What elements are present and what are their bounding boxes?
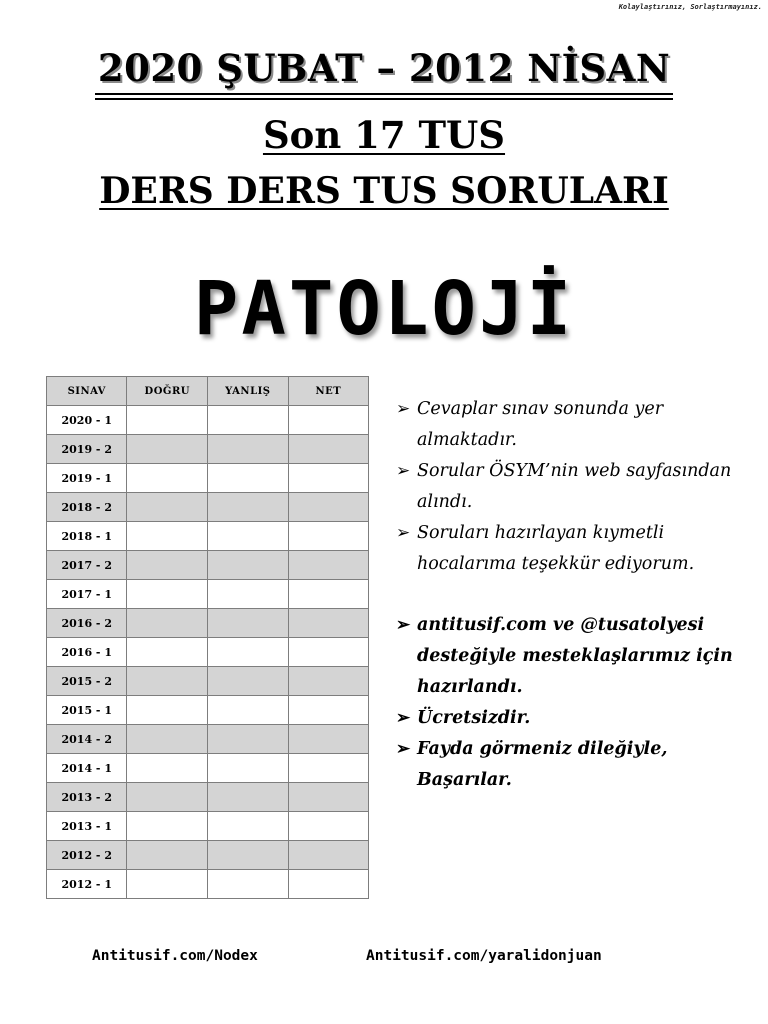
exam-cell: 2019 - 1 — [47, 464, 127, 493]
net-cell[interactable] — [288, 696, 368, 725]
table-row — [47, 754, 369, 783]
net-cell[interactable] — [288, 725, 368, 754]
exam-cell: 2019 - 2 — [47, 435, 127, 464]
table-row — [47, 870, 369, 899]
arrow-bullet-icon: ➢ — [396, 708, 411, 728]
correct-cell[interactable] — [127, 406, 208, 435]
net-cell[interactable] — [288, 406, 368, 435]
subject-title: PATOLOJİ — [193, 266, 575, 352]
table-row — [47, 435, 369, 464]
arrow-bullet-icon: ➢ — [396, 615, 411, 635]
correct-cell[interactable] — [127, 435, 208, 464]
score-table-body — [47, 406, 369, 899]
net-cell[interactable] — [288, 522, 368, 551]
net-cell[interactable] — [288, 870, 368, 899]
note-text: Sorular ÖSYM’nin web sayfasından alındı. — [417, 461, 732, 512]
table-row — [47, 464, 369, 493]
tagline: Kolaylaştırınız, Sorlaştırmayınız. — [618, 3, 762, 11]
correct-cell[interactable] — [127, 493, 208, 522]
note-item — [396, 456, 736, 518]
table-row — [47, 638, 369, 667]
exam-cell: 2013 - 1 — [47, 812, 127, 841]
footer-link-left[interactable]: Antitusif.com/Nodex — [92, 948, 258, 964]
arrow-bullet-icon: ➢ — [396, 461, 411, 481]
wrong-cell[interactable] — [208, 783, 289, 812]
title-years — [0, 46, 768, 95]
title-series — [0, 170, 768, 212]
exam-cell: 2016 - 1 — [47, 638, 127, 667]
correct-cell[interactable] — [127, 725, 208, 754]
note-item — [396, 703, 736, 734]
wrong-cell[interactable] — [208, 609, 289, 638]
exam-cell: 2017 - 1 — [47, 580, 127, 609]
wrong-cell[interactable] — [208, 522, 289, 551]
wrong-cell[interactable] — [208, 435, 289, 464]
score-table-header — [47, 377, 369, 406]
footer-link-right[interactable]: Antitusif.com/yaralidonjuan — [366, 948, 602, 964]
wrong-cell[interactable] — [208, 406, 289, 435]
exam-cell: 2014 - 2 — [47, 725, 127, 754]
table-row — [47, 812, 369, 841]
exam-cell: 2017 - 2 — [47, 551, 127, 580]
correct-cell[interactable] — [127, 464, 208, 493]
wrong-cell[interactable] — [208, 638, 289, 667]
correct-cell[interactable] — [127, 667, 208, 696]
net-cell[interactable] — [288, 812, 368, 841]
correct-cell[interactable] — [127, 812, 208, 841]
header-correct: DOĞRU — [127, 377, 208, 406]
notes-list-bold — [396, 610, 736, 796]
wrong-cell[interactable] — [208, 667, 289, 696]
table-row — [47, 725, 369, 754]
table-row — [47, 783, 369, 812]
table-row — [47, 406, 369, 435]
net-cell[interactable] — [288, 783, 368, 812]
correct-cell[interactable] — [127, 580, 208, 609]
net-cell[interactable] — [288, 638, 368, 667]
exam-cell: 2012 - 1 — [47, 870, 127, 899]
exam-cell: 2020 - 1 — [47, 406, 127, 435]
note-item — [396, 518, 736, 580]
note-text: Fayda görmeniz dileğiyle, Başarılar. — [417, 739, 668, 790]
wrong-cell[interactable] — [208, 841, 289, 870]
net-cell[interactable] — [288, 754, 368, 783]
score-table — [46, 376, 369, 899]
notes-list-italic — [396, 394, 736, 580]
wrong-cell[interactable] — [208, 870, 289, 899]
wrong-cell[interactable] — [208, 580, 289, 609]
exam-cell: 2018 - 2 — [47, 493, 127, 522]
correct-cell[interactable] — [127, 522, 208, 551]
table-row — [47, 551, 369, 580]
note-item — [396, 734, 736, 796]
exam-cell: 2015 - 1 — [47, 696, 127, 725]
note-text: Soruları hazırlayan kıymetli hocalarıma teşekkür ediyorum. — [417, 523, 695, 574]
correct-cell[interactable] — [127, 696, 208, 725]
net-cell[interactable] — [288, 580, 368, 609]
table-row — [47, 667, 369, 696]
arrow-bullet-icon: ➢ — [396, 399, 411, 419]
correct-cell[interactable] — [127, 551, 208, 580]
net-cell[interactable] — [288, 435, 368, 464]
exam-cell: 2012 - 2 — [47, 841, 127, 870]
exam-cell: 2018 - 1 — [47, 522, 127, 551]
note-text: Ücretsizdir. — [417, 708, 531, 728]
wrong-cell[interactable] — [208, 696, 289, 725]
table-row — [47, 841, 369, 870]
exam-cell: 2013 - 2 — [47, 783, 127, 812]
note-item — [396, 394, 736, 456]
correct-cell[interactable] — [127, 754, 208, 783]
note-item — [396, 610, 736, 703]
title-series-text: DERS DERS TUS SORULARI — [99, 170, 669, 212]
net-cell[interactable] — [288, 609, 368, 638]
correct-cell[interactable] — [127, 870, 208, 899]
table-row — [47, 580, 369, 609]
table-row — [47, 493, 369, 522]
table-row — [47, 522, 369, 551]
wrong-cell[interactable] — [208, 754, 289, 783]
wrong-cell[interactable] — [208, 493, 289, 522]
header-wrong: YANLIŞ — [208, 377, 289, 406]
net-cell[interactable] — [288, 667, 368, 696]
header-net: NET — [288, 377, 368, 406]
correct-cell[interactable] — [127, 638, 208, 667]
notes — [396, 394, 736, 796]
table-row — [47, 696, 369, 725]
table-row — [47, 609, 369, 638]
title-count — [0, 113, 768, 157]
wrong-cell[interactable] — [208, 551, 289, 580]
net-cell[interactable] — [288, 551, 368, 580]
correct-cell[interactable] — [127, 609, 208, 638]
note-text: Cevaplar sınav sonunda yer almaktadır. — [417, 399, 664, 450]
note-text: antitusif.com ve @tusatolyesi desteğiyle mesteklaşlarımız için hazırlandı. — [417, 615, 733, 697]
correct-cell[interactable] — [127, 841, 208, 870]
arrow-bullet-icon: ➢ — [396, 523, 411, 543]
wrong-cell[interactable] — [208, 725, 289, 754]
wrong-cell[interactable] — [208, 812, 289, 841]
net-cell[interactable] — [288, 493, 368, 522]
correct-cell[interactable] — [127, 783, 208, 812]
exam-cell: 2016 - 2 — [47, 609, 127, 638]
net-cell[interactable] — [288, 464, 368, 493]
exam-cell: 2014 - 1 — [47, 754, 127, 783]
net-cell[interactable] — [288, 841, 368, 870]
header-exam: SINAV — [47, 377, 127, 406]
wrong-cell[interactable] — [208, 464, 289, 493]
exam-cell: 2015 - 2 — [47, 667, 127, 696]
arrow-bullet-icon: ➢ — [396, 739, 411, 759]
title-count-text: Son 17 TUS — [262, 113, 506, 157]
title-years-text: 2020 ŞUBAT – 2012 NİSAN — [95, 46, 673, 95]
